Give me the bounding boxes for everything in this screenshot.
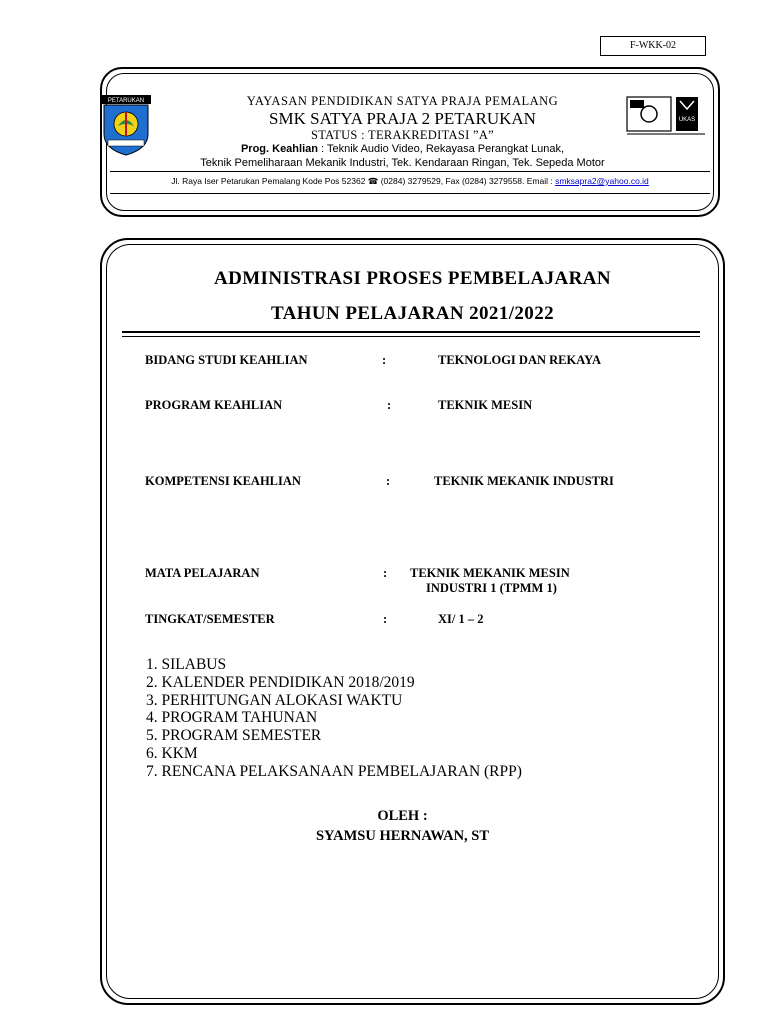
list-item: 3. PERHITUNGAN ALOKASI WAKTU [146, 691, 403, 709]
field-colon: : [382, 353, 387, 367]
school-logo [100, 94, 152, 156]
school-address [110, 176, 710, 187]
field-value-program: TEKNIK MESIN [438, 398, 533, 412]
logo-text: PETARUKAN [107, 98, 145, 104]
field-label-program: PROGRAM KEAHLIAN [145, 398, 283, 412]
field-colon: : [383, 566, 388, 580]
author-label: OLEH : [377, 808, 428, 824]
field-value-bidang: TEKNOLOGI DAN REKAYA [438, 353, 602, 367]
author-name: SYAMSU HERNAWAN, ST [315, 828, 490, 844]
field-label-bidang: BIDANG STUDI KEAHLIAN [145, 353, 308, 367]
programs-line-2: Teknik Pemeliharaan Mekanik Industri, Tek. Kendaraan Ringan, Tek. Sepeda Motor [200, 157, 605, 169]
form-code: F-WKK-02 [600, 36, 706, 56]
title-divider-thin [122, 336, 700, 337]
document-title: ADMINISTRASI PROSES PEMBELAJARAN [213, 268, 612, 289]
header-divider-top [110, 171, 710, 172]
academic-year: TAHUN PELAJARAN 2021/2022 [270, 303, 555, 324]
programs-list: : Teknik Audio Video, Rekayasa Perangkat Lunak, [317, 143, 565, 155]
field-value-mapel-line2: INDUSTRI 1 (TPMM 1) [426, 581, 557, 595]
list-item: 5. PROGRAM SEMESTER [146, 727, 322, 745]
field-colon: : [386, 474, 391, 488]
cert-mark: UKAS [678, 117, 696, 123]
field-value-tingkat: XI/ 1 – 2 [438, 612, 484, 626]
title-divider [122, 331, 700, 333]
list-item: 2. KALENDER PENDIDIKAN 2018/2019 [146, 673, 415, 691]
document-list [146, 656, 522, 781]
programs-label: Prog. Keahlian [240, 143, 318, 155]
list-item: 6. KKM [146, 744, 198, 762]
email-link[interactable]: smksapra2@yahoo.co.id [555, 176, 649, 186]
list-item: 1. SILABUS [146, 656, 227, 673]
field-label-tingkat: TINGKAT/SEMESTER [145, 612, 275, 626]
field-value-kompetensi: TEKNIK MEKANIK INDUSTRI [434, 474, 614, 488]
accreditation-status: STATUS : TERAKREDITASI ”A” [311, 128, 494, 142]
field-colon: : [383, 612, 388, 626]
foundation-name: YAYASAN PENDIDIKAN SATYA PRAJA PEMALANG [246, 94, 559, 108]
header-divider-bottom [110, 193, 710, 194]
field-label-kompetensi: KOMPETENSI KEAHLIAN [145, 474, 301, 488]
list-item: 7. RENCANA PELAKSANAAN PEMBELAJARAN (RPP) [146, 762, 522, 780]
address-text: Jl. Raya Iser Petarukan Pemalang Kode Pos 52362 ☎ (0284) 3279529, Fax (0284) 3279558. Email : [171, 176, 556, 186]
field-colon: : [387, 398, 392, 412]
field-value-mapel: TEKNIK MEKANIK MESIN [410, 566, 570, 580]
list-item: 4. PROGRAM TAHUNAN [146, 709, 318, 727]
programs-line-1 [150, 143, 655, 155]
school-name: SMK SATYA PRAJA 2 PETARUKAN [269, 109, 536, 128]
field-label-mapel: MATA PELAJARAN [145, 566, 260, 580]
